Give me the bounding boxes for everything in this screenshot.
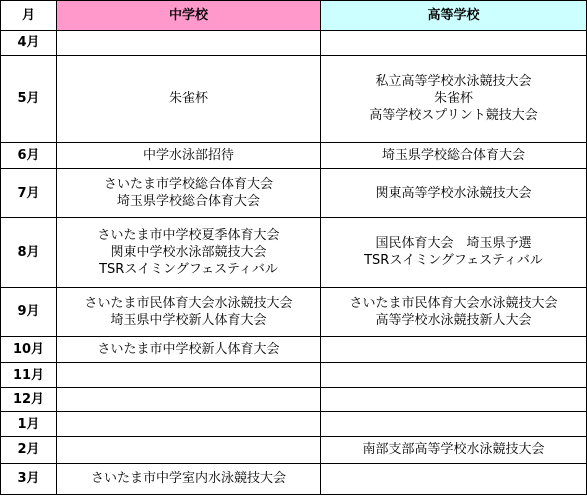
middle-school-cell: [57, 336, 321, 363]
month-cell: 8月: [1, 218, 57, 287]
event-name: さいたま市学校総合体育大会: [103, 177, 273, 193]
event-name: 高等学校水泳競技新人大会: [375, 312, 532, 328]
table-row: [1, 55, 587, 142]
high-school-cell: [321, 287, 587, 336]
event-name: さいたま市中学校新人体育大会: [97, 341, 280, 357]
table-row: [1, 287, 587, 336]
high-school-cell: [321, 55, 587, 142]
event-name: 関東高等学校水泳競技大会: [375, 185, 532, 201]
event-name: 朱雀杯: [168, 91, 208, 107]
event-name: 国民体育大会 埼玉県予選: [375, 236, 532, 252]
table-row: [1, 142, 587, 169]
middle-school-cell: [57, 218, 321, 287]
month-cell: 6月: [1, 142, 57, 169]
header-high-school: 高等学校: [321, 1, 587, 31]
month-cell: 1月: [1, 412, 57, 437]
month-cell: 3月: [1, 463, 57, 494]
high-school-cell: [321, 363, 587, 388]
middle-school-cell: [57, 55, 321, 142]
table-row: [1, 363, 587, 388]
event-name: さいたま市中学室内水泳競技大会: [90, 471, 286, 487]
middle-school-cell: [57, 463, 321, 494]
table-row: [1, 218, 587, 287]
event-name: TSRスイミングフェスティバル: [364, 253, 543, 269]
event-name: 朱雀杯: [433, 91, 473, 107]
month-cell: 11月: [1, 363, 57, 388]
month-cell: 12月: [1, 387, 57, 412]
high-school-cell: [321, 387, 587, 412]
table-row: [1, 31, 587, 56]
event-name: 中学水泳部招待: [142, 147, 234, 163]
event-name: TSRスイミングフェスティバル: [99, 261, 278, 277]
event-name: 埼玉県学校総合体育大会: [381, 147, 525, 163]
high-school-cell: [321, 142, 587, 169]
header-middle-school: 中学校: [57, 1, 321, 31]
high-school-cell: [321, 169, 587, 218]
table-row: [1, 412, 587, 437]
event-name: さいたま市民体育大会水泳競技大会: [84, 295, 293, 311]
middle-school-cell: [57, 412, 321, 437]
middle-school-cell: [57, 387, 321, 412]
middle-school-cell: [57, 31, 321, 56]
middle-school-cell: [57, 142, 321, 169]
high-school-cell: [321, 31, 587, 56]
month-cell: 9月: [1, 287, 57, 336]
month-cell: 2月: [1, 436, 57, 463]
month-cell: 10月: [1, 336, 57, 363]
event-name: 関東中学校水泳部競技大会: [110, 244, 267, 260]
middle-school-cell: [57, 287, 321, 336]
high-school-cell: [321, 336, 587, 363]
table-row: [1, 387, 587, 412]
month-cell: 7月: [1, 169, 57, 218]
month-cell: 4月: [1, 31, 57, 56]
header-month: 月: [1, 1, 57, 31]
middle-school-cell: [57, 363, 321, 388]
table-row: [1, 436, 587, 463]
event-name: さいたま市中学校夏季体育大会: [97, 227, 280, 243]
header-row: [1, 1, 587, 31]
high-school-cell: [321, 436, 587, 463]
table-row: [1, 169, 587, 218]
table-row: [1, 336, 587, 363]
high-school-cell: [321, 463, 587, 494]
month-cell: 5月: [1, 55, 57, 142]
high-school-cell: [321, 218, 587, 287]
event-name: 私立高等学校水泳競技大会: [375, 74, 532, 90]
schedule-body: [1, 31, 587, 495]
event-name: 埼玉県学校総合体育大会: [116, 194, 260, 210]
event-name: 高等学校スプリント競技大会: [369, 108, 538, 124]
event-name: 南部支部高等学校水泳競技大会: [362, 442, 545, 458]
middle-school-cell: [57, 436, 321, 463]
middle-school-cell: [57, 169, 321, 218]
high-school-cell: [321, 412, 587, 437]
event-name: 埼玉県中学校新人体育大会: [110, 312, 267, 328]
event-name: さいたま市民体育大会水泳競技大会: [349, 295, 558, 311]
table-row: [1, 463, 587, 494]
